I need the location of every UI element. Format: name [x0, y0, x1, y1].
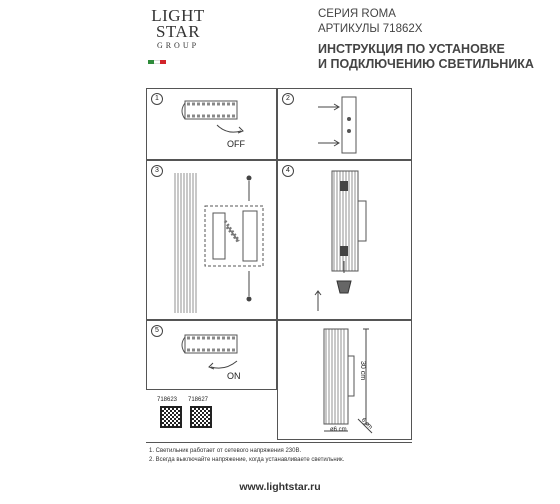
note-2: 2. Всегда выключайте напряжение, когда устанавливаете светильник. [149, 457, 345, 463]
step-3-panel [146, 160, 277, 320]
wiring-illustration [147, 161, 278, 321]
italian-flag-icon [148, 60, 166, 64]
diameter-label: ø6 cm [330, 427, 347, 433]
website-link[interactable]: www.lightstar.ru [239, 481, 321, 493]
step-5-panel [146, 320, 277, 390]
logo-line-2: STAR [155, 22, 201, 41]
article-code-1: 718623 [157, 397, 178, 403]
lamp-install-illustration [278, 161, 413, 321]
step-number: 4 [282, 165, 294, 177]
dimensions-illustration [278, 321, 413, 441]
dimensions-panel [277, 320, 412, 440]
step-number: 3 [151, 165, 163, 177]
articles-text: АРТИКУЛЫ 71862X [318, 23, 423, 35]
title-line-2: И ПОДКЛЮЧЕНИЮ СВЕТИЛЬНИКА [318, 57, 534, 71]
title-line-1: ИНСТРУКЦИЯ ПО УСТАНОВКЕ [318, 42, 505, 56]
notes [149, 447, 344, 465]
switch-off-illustration [147, 89, 278, 161]
on-label: ON [227, 371, 241, 381]
note-1: 1. Светильник работает от сетевого напряжения 230В. [149, 448, 302, 454]
qr-code-icon [160, 406, 182, 428]
step-number: 2 [282, 93, 294, 105]
logo-line-3: GROUP [156, 41, 200, 50]
divider [146, 442, 412, 443]
switch-on-illustration [147, 321, 278, 391]
step-1-panel [146, 88, 277, 160]
article-code-2: 718627 [188, 397, 209, 403]
series-text: СЕРИЯ ROMA [318, 8, 396, 20]
step-number: 5 [151, 325, 163, 337]
logo-line-1: LIGHT [151, 6, 205, 25]
height-label: 30 cm [359, 361, 366, 381]
depth-label: 6 cm [359, 417, 374, 431]
mounting-bracket-illustration [278, 89, 413, 161]
step-number: 1 [151, 93, 163, 105]
qr-code-icon [190, 406, 212, 428]
brand-logo [147, 8, 209, 51]
step-2-panel [277, 88, 412, 160]
off-label: OFF [227, 139, 245, 149]
step-4-panel [277, 160, 412, 320]
